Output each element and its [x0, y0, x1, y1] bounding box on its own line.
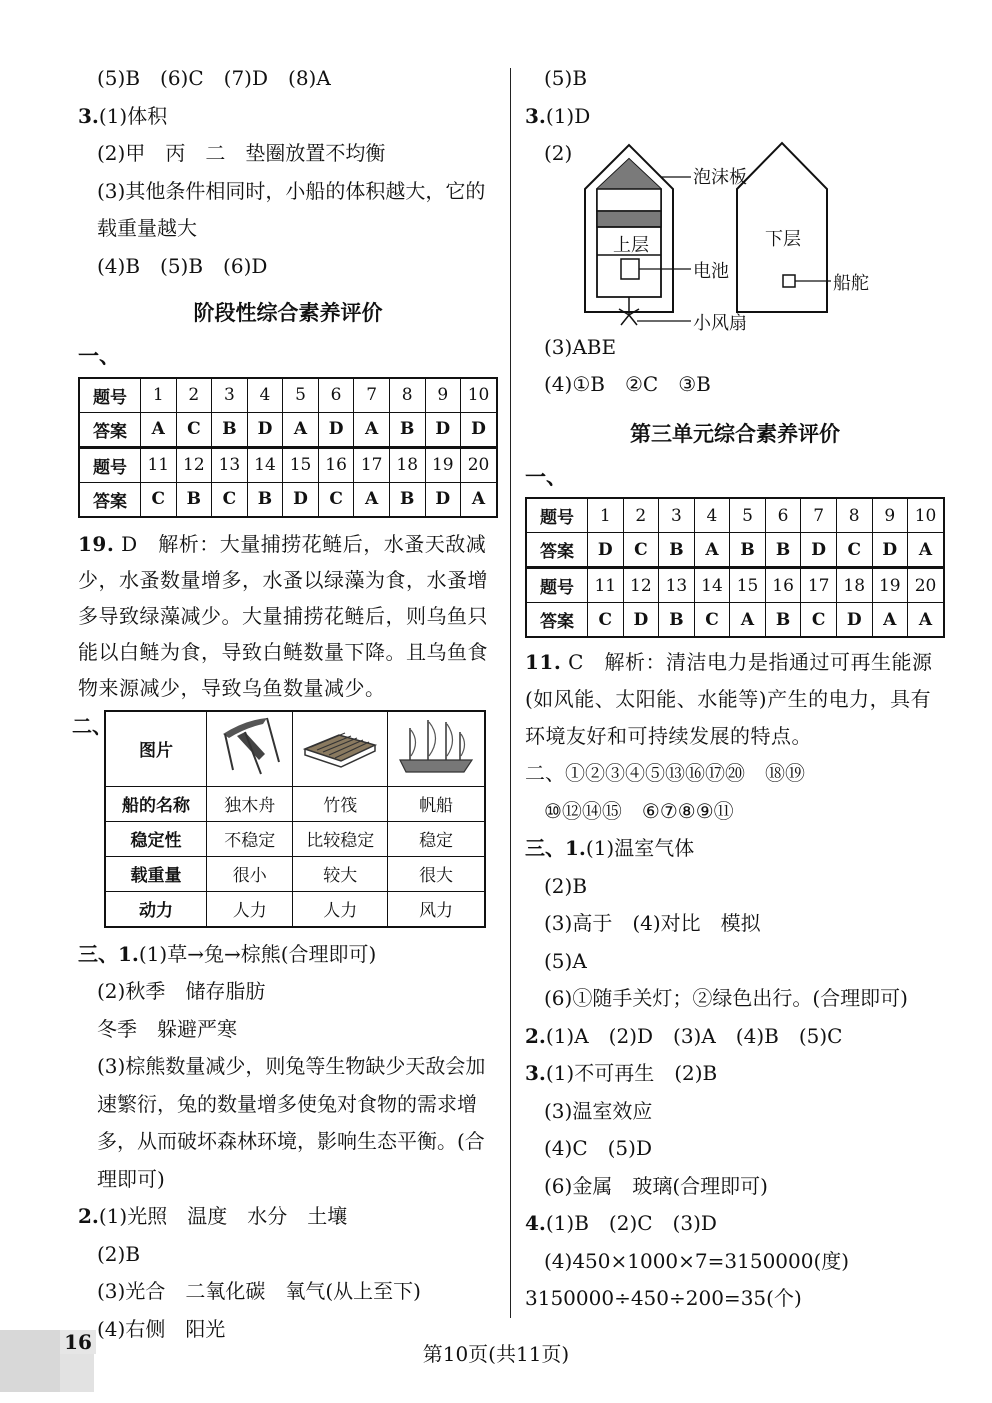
answer-line: (4)B (5)B (6)D: [97, 253, 268, 278]
diagram-label-battery: 电池: [693, 260, 729, 282]
answer-line: (1)体积: [98, 103, 168, 128]
table-row: [526, 498, 944, 533]
answer-cell: D: [623, 603, 659, 638]
answer-cell: B: [212, 412, 248, 447]
table-row: [79, 447, 497, 482]
answer-cell: A: [908, 533, 944, 568]
question-number-cell: 13: [659, 568, 695, 603]
answer-line: 二、①②③④⑤⑬⑯⑰⑳ ⑱⑲: [525, 761, 805, 785]
table-row: [105, 856, 485, 891]
question-number-cell: 18: [836, 568, 872, 603]
answer-cell: C: [801, 603, 837, 638]
question-number-cell: 11: [588, 568, 624, 603]
question-number: 3.: [525, 1061, 546, 1085]
question-number: 19.: [78, 531, 115, 556]
answer-cell: B: [765, 533, 801, 568]
table-row: [105, 891, 485, 927]
question-number: 3.: [525, 103, 546, 128]
dugout-canoe-icon: [215, 714, 285, 778]
answer-cell: D: [283, 482, 319, 517]
row-label: 题号: [79, 447, 141, 482]
row-label: 答案: [526, 603, 588, 638]
answer-line: (2)B: [97, 1241, 141, 1266]
answer-cell: A: [730, 603, 766, 638]
explanation-text: D 解析：大量捕捞花鲢后，水蚤天敌减少，水蚤数量增多，水蚤以绿藻为食，水蚤增多导致绿藻减少。大量捕捞花鲢后，则乌鱼只能以白鲢为食，导致白鲢数量下降。且乌鱼食物来源减少，导致乌鱼数量减少。: [78, 531, 488, 700]
answer-line: (3)ABE: [544, 334, 617, 359]
question-number-cell: 16: [765, 568, 801, 603]
table-row: [105, 821, 485, 856]
table-row: [79, 482, 497, 517]
table-cell: 很小: [207, 856, 293, 891]
answer-cell: C: [212, 482, 248, 517]
answer-cell: B: [659, 533, 695, 568]
question-number-cell: 4: [247, 378, 283, 413]
answer-cell: C: [141, 482, 177, 517]
table-header-cell: 图片: [105, 711, 207, 787]
question-number-cell: 1: [588, 498, 624, 533]
table-cell: 风力: [388, 891, 485, 927]
answer-table: [78, 377, 498, 518]
bamboo-raft-icon: [301, 721, 379, 771]
question-number-cell: 14: [694, 568, 730, 603]
question-number-cell: 17: [801, 568, 837, 603]
answer-cell: C: [694, 603, 730, 638]
answer-cell: A: [872, 603, 908, 638]
question-number-cell: 13: [212, 447, 248, 482]
answer-cell: D: [588, 533, 624, 568]
table-row: [526, 533, 944, 568]
question-number-cell: 18: [389, 447, 425, 482]
answer-line: (1)草→兔→棕熊(合理即可): [138, 941, 377, 966]
table-row: [526, 568, 944, 603]
answer-line: (5)A: [544, 948, 587, 973]
answer-cell: C: [836, 533, 872, 568]
answer-line: (2)甲 丙 二 垫圈放置不均衡: [97, 141, 386, 165]
sailboat-icon: [396, 714, 476, 778]
row-label: 题号: [526, 568, 588, 603]
question-number-cell: 8: [836, 498, 872, 533]
question-number-cell: 20: [908, 568, 944, 603]
answer-cell: C: [176, 412, 212, 447]
answer-cell: D: [247, 412, 283, 447]
question-number-cell: 16: [318, 447, 354, 482]
dugout-canoe-picture: [207, 711, 293, 787]
answer-cell: A: [283, 412, 319, 447]
answer-line: (4)①B ②C ③B: [544, 372, 711, 396]
right-column: [525, 60, 945, 1318]
answer-line: (3)光合 二氧化碳 氧气(从上至下): [97, 1279, 421, 1303]
row-label: 答案: [79, 412, 141, 447]
question-number-cell: 8: [389, 378, 425, 413]
question-number-cell: 2: [623, 498, 659, 533]
answer-line: (3)温室效应: [544, 1098, 653, 1123]
answer-cell: A: [694, 533, 730, 568]
question-number: 三、1.: [525, 836, 586, 860]
answer-line: (1)D: [545, 103, 591, 128]
answer-cell: C: [318, 482, 354, 517]
answer-cell: C: [623, 533, 659, 568]
answer-cell: D: [801, 533, 837, 568]
answer-line: ⑩⑫⑭⑮ ⑥⑦⑧⑨⑪: [544, 798, 734, 823]
answer-line: (1)不可再生 (2)B: [545, 1061, 718, 1085]
question-number-cell: 15: [283, 447, 319, 482]
table-row: [79, 412, 497, 447]
answer-line: (5)B: [544, 66, 588, 90]
answer-cell: B: [659, 603, 695, 638]
answer-cell: D: [425, 412, 461, 447]
row-label: 答案: [79, 482, 141, 517]
column-divider: [510, 68, 511, 1318]
table-cell: 竹筏: [293, 786, 388, 821]
answer-line: (6)金属 玻璃(合理即可): [544, 1173, 768, 1198]
question-number-cell: 4: [694, 498, 730, 533]
answer-line: (4)C (5)D: [544, 1136, 652, 1160]
answer-line: (1)B (2)C (3)D: [545, 1211, 717, 1235]
table-row: [526, 603, 944, 638]
answer-cell: B: [247, 482, 283, 517]
question-number-cell: 12: [623, 568, 659, 603]
question-number-cell: 20: [461, 447, 497, 482]
explanation-text: C 解析：清洁电力是指通过可再生能源(如风能、太阳能、水能等)产生的电力，具有环境友好和可持续发展的特点。: [525, 650, 933, 748]
answer-cell: A: [141, 412, 177, 447]
diagram-label-foam: 泡沫板: [693, 166, 747, 188]
table-cell: 较大: [293, 856, 388, 891]
table-row: [79, 378, 497, 413]
question-number-cell: 5: [283, 378, 319, 413]
answer-line: (3)高于 (4)对比 模拟: [544, 911, 761, 935]
section-label: 二、: [72, 713, 112, 738]
question-number-cell: 6: [318, 378, 354, 413]
question-number: 2.: [78, 1204, 99, 1228]
answer-line: (3)其他条件相同时，小船的体积越大，它的载重量越大: [97, 178, 486, 240]
answer-line: (4)右侧 阳光: [97, 1316, 226, 1341]
diagram-label-upper: 上层: [613, 234, 649, 256]
answer-cell: B: [389, 412, 425, 447]
answer-line: (2): [544, 141, 573, 165]
table-cell: 人力: [207, 891, 293, 927]
question-number-cell: 19: [872, 568, 908, 603]
question-number: 11.: [525, 650, 562, 674]
row-label: 动力: [105, 891, 207, 927]
row-label: 题号: [526, 498, 588, 533]
diagram-label-lower: 下层: [765, 228, 801, 250]
question-number-cell: 3: [212, 378, 248, 413]
answer-line: (4)450×1000×7=3150000(度): [544, 1248, 850, 1273]
question-number-cell: 11: [141, 447, 177, 482]
answer-cell: D: [318, 412, 354, 447]
answer-line: 冬季 躲避严寒: [97, 1016, 237, 1041]
answer-line: 3150000÷450÷200=35(个): [525, 1286, 802, 1310]
answer-cell: D: [461, 412, 497, 447]
question-number-cell: 12: [176, 447, 212, 482]
answer-line: (1)温室气体: [585, 836, 695, 860]
sailboat-picture: [388, 711, 485, 787]
answer-line: (1)光照 温度 水分 土壤: [98, 1204, 348, 1228]
row-label: 载重量: [105, 856, 207, 891]
question-number-cell: 7: [354, 378, 390, 413]
table-row: [105, 786, 485, 821]
question-number: 三、1.: [78, 941, 139, 966]
answer-line: (5)B (6)C (7)D (8)A: [97, 66, 331, 90]
row-label: 船的名称: [105, 786, 207, 821]
answer-line: (3)棕熊数量减少，则兔等生物缺少天敌会加速繁衍，兔的数量增多使兔对食物的需求增多，从而破坏森林环境，影响生态平衡。(合理即可): [97, 1054, 486, 1191]
boat-diagram: [525, 137, 945, 334]
answer-cell: A: [354, 482, 390, 517]
row-label: 答案: [526, 533, 588, 568]
table-cell: 很大: [388, 856, 485, 891]
question-number-cell: 19: [425, 447, 461, 482]
diagram-label-fan: 小风扇: [693, 312, 747, 334]
table-cell: 比较稳定: [293, 821, 388, 856]
question-number-cell: 6: [765, 498, 801, 533]
answer-cell: D: [425, 482, 461, 517]
answer-cell: A: [908, 603, 944, 638]
table-cell: 不稳定: [207, 821, 293, 856]
question-number: 3.: [78, 103, 99, 128]
question-number-cell: 9: [872, 498, 908, 533]
question-number-cell: 10: [908, 498, 944, 533]
question-number-cell: 15: [730, 568, 766, 603]
boat-table: [104, 710, 486, 928]
answer-line: (2)B: [544, 873, 588, 898]
question-number-cell: 3: [659, 498, 695, 533]
question-number-cell: 7: [801, 498, 837, 533]
page-indicator: 第10页(共11页): [422, 1342, 570, 1366]
answer-cell: A: [461, 482, 497, 517]
table-cell: 稳定: [388, 821, 485, 856]
page-number-badge: 16: [60, 1330, 96, 1354]
question-number-cell: 17: [354, 447, 390, 482]
question-number-cell: 5: [730, 498, 766, 533]
answer-table: [525, 497, 945, 638]
question-number-cell: 9: [425, 378, 461, 413]
question-number-cell: 14: [247, 447, 283, 482]
answer-cell: B: [730, 533, 766, 568]
question-number-cell: 1: [141, 378, 177, 413]
answer-cell: D: [836, 603, 872, 638]
answer-cell: D: [872, 533, 908, 568]
table-cell: 帆船: [388, 786, 485, 821]
answer-cell: B: [389, 482, 425, 517]
answer-cell: A: [354, 412, 390, 447]
section-label: 一、: [78, 343, 120, 368]
question-number: 2.: [525, 1023, 546, 1048]
question-number: 4.: [525, 1211, 546, 1235]
answer-cell: C: [588, 603, 624, 638]
answer-cell: B: [765, 603, 801, 638]
row-label: 题号: [79, 378, 141, 413]
answer-line: (6)①随手关灯；②绿色出行。(合理即可): [544, 986, 908, 1010]
bamboo-raft-picture: [293, 711, 388, 787]
question-number-cell: 2: [176, 378, 212, 413]
table-cell: 独木舟: [207, 786, 293, 821]
diagram-label-rudder: 船舵: [833, 272, 869, 294]
row-label: 稳定性: [105, 821, 207, 856]
section-heading: 阶段性综合素养评价: [193, 301, 383, 325]
answer-cell: B: [176, 482, 212, 517]
section-heading: 第三单元综合素养评价: [630, 421, 840, 446]
answer-line: (1)A (2)D (3)A (4)B (5)C: [545, 1023, 843, 1048]
left-column: [72, 60, 498, 1348]
question-number-cell: 10: [461, 378, 497, 413]
answer-line: (2)秋季 储存脂肪: [97, 979, 266, 1003]
table-cell: 人力: [293, 891, 388, 927]
section-label: 一、: [525, 463, 567, 489]
